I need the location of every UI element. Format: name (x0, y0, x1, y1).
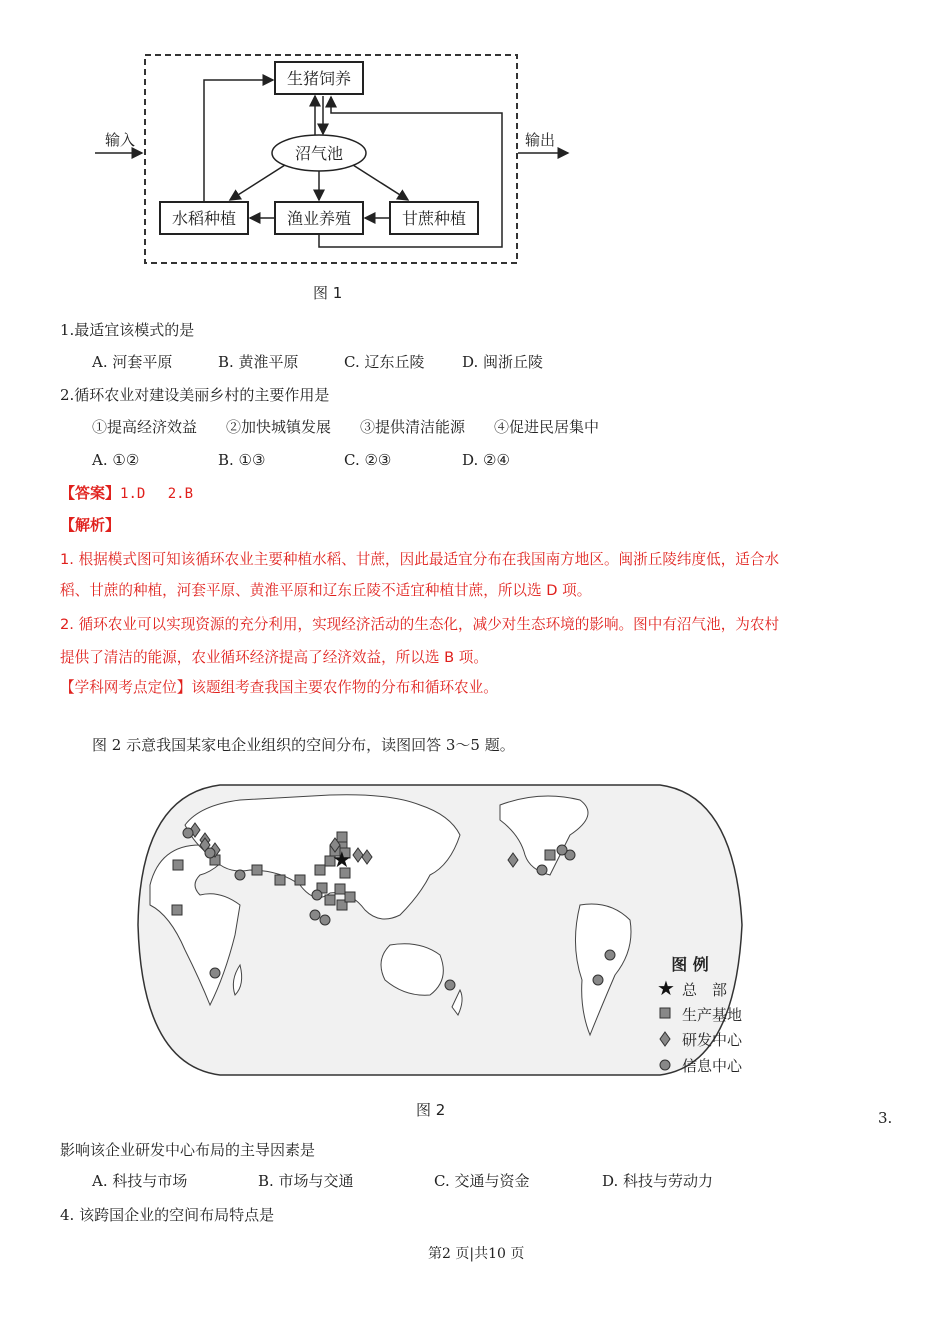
info-center-marker (210, 968, 220, 978)
q3-option-b[interactable]: B. 市场与交通 (258, 1172, 354, 1190)
q3-options (92, 1171, 713, 1191)
production-base-marker (173, 860, 183, 870)
production-base-marker (295, 875, 305, 885)
production-base-marker (275, 875, 285, 885)
q2-stem: 2.循环农业对建设美丽乡村的主要作用是 (60, 386, 330, 404)
q1-options (92, 352, 543, 372)
page-footer: 第2 页|共10 页 (428, 1246, 525, 1262)
q3-number: 3. (878, 1109, 893, 1127)
info-center-marker (310, 910, 320, 920)
figure2-caption: 图 2 (416, 1101, 446, 1119)
production-base-marker (172, 905, 182, 915)
info-center-marker (537, 865, 547, 875)
square-icon (660, 1008, 670, 1018)
headquarters-marker: ★ (332, 848, 352, 873)
q3-option-c[interactable]: C. 交通与资金 (434, 1172, 530, 1190)
q2-items (92, 417, 599, 437)
figure2-map (130, 775, 770, 1095)
q2-option-b[interactable]: B. ①③ (218, 451, 266, 469)
q2-item-3: ③提供清洁能源 (360, 418, 466, 436)
sugarcane-label: 甘蔗种植 (401, 209, 467, 228)
analysis-p3: 【学科网考点定位】该题组考查我国主要农作物的分布和循环农业。 (60, 679, 498, 696)
rice-label: 水稻种植 (171, 209, 237, 228)
circle-icon (660, 1060, 670, 1070)
q3-stem: 影响该企业研发中心布局的主导因素是 (60, 1141, 316, 1159)
info-center-marker (205, 848, 215, 858)
q2-options (92, 450, 510, 470)
q2-option-d[interactable]: D. ②④ (462, 451, 510, 469)
analysis-p2-line2: 提供了清洁的能源，农业循环经济提高了经济效益，所以选 B 项。 (60, 649, 488, 666)
q1-option-d[interactable]: D. 闽浙丘陵 (462, 353, 544, 371)
q2-option-c[interactable]: C. ②③ (344, 451, 392, 469)
analysis-p1-line2: 稻、甘蔗的种植，河套平原、黄淮平原和辽东丘陵不适宜种植甘蔗，所以选 D 项。 (60, 582, 592, 599)
answer-line (60, 483, 193, 504)
figure1-diagram (90, 40, 556, 310)
q3-option-d[interactable]: D. 科技与劳动力 (602, 1172, 714, 1190)
fishery-label: 渔业养殖 (286, 209, 352, 228)
legend-production: 生产基地 (682, 1006, 743, 1024)
production-base-marker (345, 892, 355, 902)
production-base-marker (337, 832, 347, 842)
analysis-p2-line1: 2. 循环农业可以实现资源的充分利用，实现经济活动的生态化，减少对生态环境的影响。图中有沼气池，为农村 (60, 616, 780, 633)
answer-text: 1.D 2.B (120, 486, 194, 502)
production-base-marker (252, 865, 262, 875)
pig-label: 生猪饲养 (286, 69, 352, 88)
info-center-marker (320, 915, 330, 925)
figure1-caption: 图 1 (313, 284, 343, 302)
info-center-marker (557, 845, 567, 855)
q2-item-2: ②加快城镇发展 (226, 418, 332, 436)
analysis-label: 【解析】 (60, 516, 121, 534)
info-center-marker (235, 870, 245, 880)
q3-option-a[interactable]: A. 科技与市场 (92, 1172, 188, 1190)
production-base-marker (325, 895, 335, 905)
answer-label: 【答案】 (60, 484, 121, 502)
q1-stem: 1.最适宜该模式的是 (60, 321, 195, 339)
q1-option-b[interactable]: B. 黄淮平原 (218, 353, 299, 371)
production-base-marker (335, 884, 345, 894)
q1-option-a[interactable]: A. 河套平原 (92, 353, 173, 371)
info-center-marker (593, 975, 603, 985)
analysis-p1-line1: 1. 根据模式图可知该循环农业主要种植水稻、甘蔗，因此最适宜分布在我国南方地区。闽浙丘陵纬度低，适合水 (60, 551, 780, 568)
biogas-label: 沼气池 (294, 144, 344, 163)
star-icon: ★ (657, 976, 675, 1000)
info-center-marker (445, 980, 455, 990)
q4-stem: 4. 该跨国企业的空间布局特点是 (60, 1206, 275, 1224)
info-center-marker (312, 890, 322, 900)
info-center-marker (605, 950, 615, 960)
q2-item-4: ④促进民居集中 (494, 418, 600, 436)
production-base-marker (545, 850, 555, 860)
production-base-marker (315, 865, 325, 875)
legend-info: 信息中心 (682, 1057, 743, 1075)
q1-option-c[interactable]: C. 辽东丘陵 (344, 353, 425, 371)
info-center-marker (183, 828, 193, 838)
q2-item-1: ①提高经济效益 (92, 418, 198, 436)
output-label: 输出 (524, 131, 556, 149)
input-label: 输入 (104, 131, 136, 149)
figure2-intro: 图 2 示意我国某家电企业组织的空间分布，读图回答 3～5 题。 (92, 736, 515, 754)
legend-title: 图 例 (671, 955, 709, 974)
q2-option-a[interactable]: A. ①② (92, 451, 140, 469)
legend-rd: 研发中心 (682, 1031, 743, 1049)
legend-hq: 总 部 (682, 981, 728, 999)
